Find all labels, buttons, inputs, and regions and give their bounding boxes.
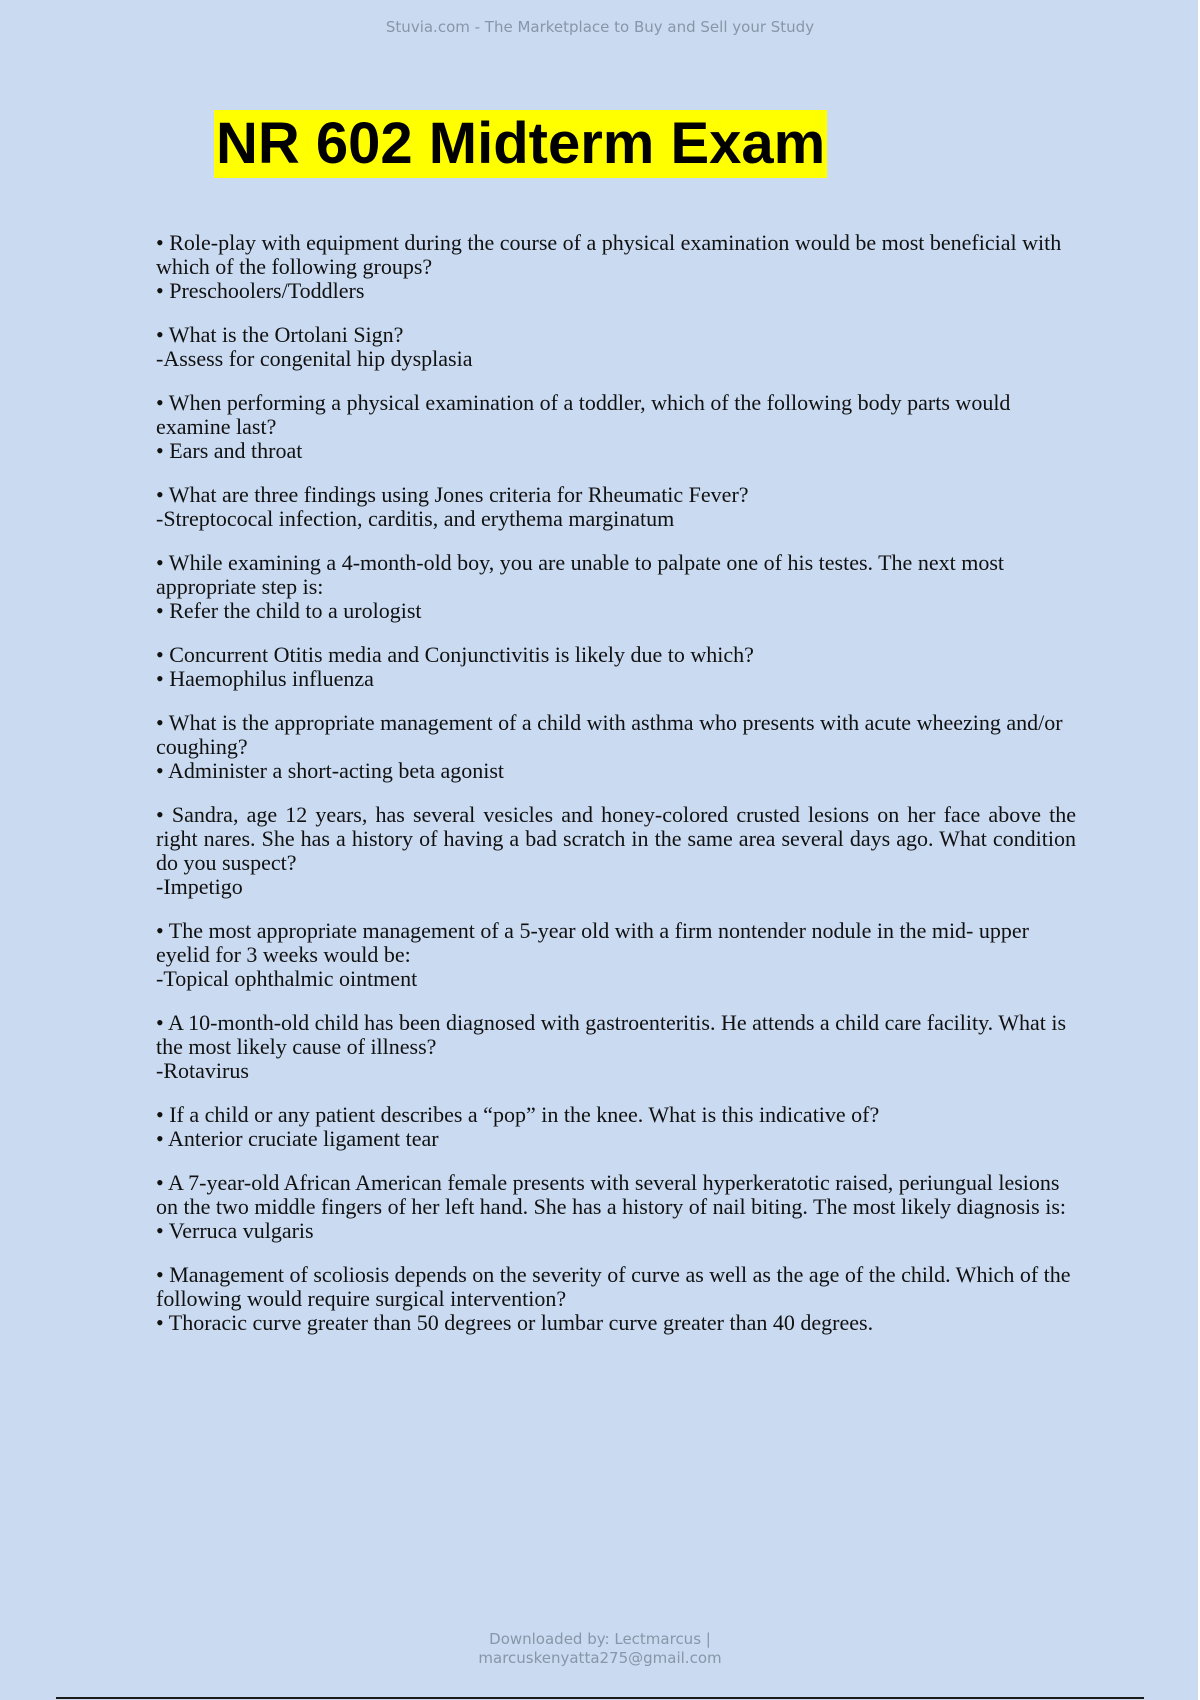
answer-text: • Verruca vulgaris: [156, 1218, 314, 1243]
question-text: • Role-play with equipment during the course of a physical examination would be most beneficial with which of the following groups?: [156, 230, 1062, 279]
title-container: [214, 110, 827, 178]
question-text: • Concurrent Otitis media and Conjunctivitis is likely due to which?: [156, 642, 754, 667]
question-text: • What is the appropriate management of a child with asthma who presents with acute wheezing and/or coughing?: [156, 710, 1063, 759]
qa-item: [156, 803, 1076, 899]
answer-text: • Anterior cruciate ligament tear: [156, 1126, 439, 1151]
answer-text: • Haemophilus influenza: [156, 666, 374, 691]
question-text: • A 10-month-old child has been diagnosed with gastroenteritis. He attends a child care facility. What is the most likely cause of illness?: [156, 1010, 1067, 1059]
answer-text: • Thoracic curve greater than 50 degrees or lumbar curve greater than 40 degrees.: [156, 1310, 874, 1335]
qa-list: [156, 231, 1076, 1355]
answer-text: -Topical ophthalmic ointment: [156, 966, 418, 991]
answer-text: -Assess for congenital hip dysplasia: [156, 346, 473, 371]
answer-text: • Ears and throat: [156, 438, 303, 463]
qa-item: [156, 1263, 1076, 1335]
question-text: • A 7-year-old African American female presents with several hyperkeratotic raised, periungual lesions on the two middle fingers of her left hand. She has a history of nail biting. The most likely diagnosis is:: [156, 1170, 1067, 1219]
footer-divider: [56, 1697, 1144, 1699]
question-text: • While examining a 4-month-old boy, you are unable to palpate one of his testes. The next most appropriate step is:: [156, 550, 1004, 599]
answer-text: • Preschoolers/Toddlers: [156, 278, 365, 303]
email-text: marcuskenyatta275@gmail.com: [478, 1649, 722, 1667]
question-text: • Sandra, age 12 years, has several vesicles and honey-colored crusted lesions on her face above the right nares. She has a history of having a bad scratch in the same area several days ago. What condition do you suspect?: [156, 802, 1076, 875]
qa-item: [156, 711, 1076, 783]
qa-item: [156, 551, 1076, 623]
qa-item: [156, 643, 1076, 691]
answer-text: • Refer the child to a urologist: [156, 598, 422, 623]
qa-item: [156, 483, 1076, 531]
question-text: • When performing a physical examination of a toddler, which of the following body parts would examine last?: [156, 390, 1011, 439]
question-text: • If a child or any patient describes a “pop” in the knee. What is this indicative of?: [156, 1102, 880, 1127]
document-title: NR 602 Midterm Exam: [216, 111, 826, 176]
answer-text: • Administer a short-acting beta agonist: [156, 758, 505, 783]
question-text: • The most appropriate management of a 5-year old with a firm nontender nodule in the mid- upper eyelid for 3 weeks would be:: [156, 918, 1029, 967]
answer-text: -Streptococal infection, carditis, and erythema marginatum: [156, 506, 675, 531]
qa-item: [156, 919, 1076, 991]
answer-text: -Impetigo: [156, 874, 243, 899]
qa-item: [156, 1171, 1076, 1243]
downloaded-by-text: Downloaded by: Lectmarcus |: [489, 1630, 711, 1648]
qa-item: [156, 391, 1076, 463]
qa-item: [156, 1103, 1076, 1151]
question-text: • What is the Ortolani Sign?: [156, 322, 404, 347]
footer-watermark: [400, 1630, 800, 1668]
answer-text: -Rotavirus: [156, 1058, 249, 1083]
qa-item: [156, 231, 1076, 303]
question-text: • Management of scoliosis depends on the severity of curve as well as the age of the child. Which of the following would require surgical intervention?: [156, 1262, 1071, 1311]
header-watermark: Stuvia.com - The Marketplace to Buy and Sell your Study: [385, 18, 815, 36]
question-text: • What are three findings using Jones criteria for Rheumatic Fever?: [156, 482, 749, 507]
qa-item: [156, 323, 1076, 371]
qa-item: [156, 1011, 1076, 1083]
